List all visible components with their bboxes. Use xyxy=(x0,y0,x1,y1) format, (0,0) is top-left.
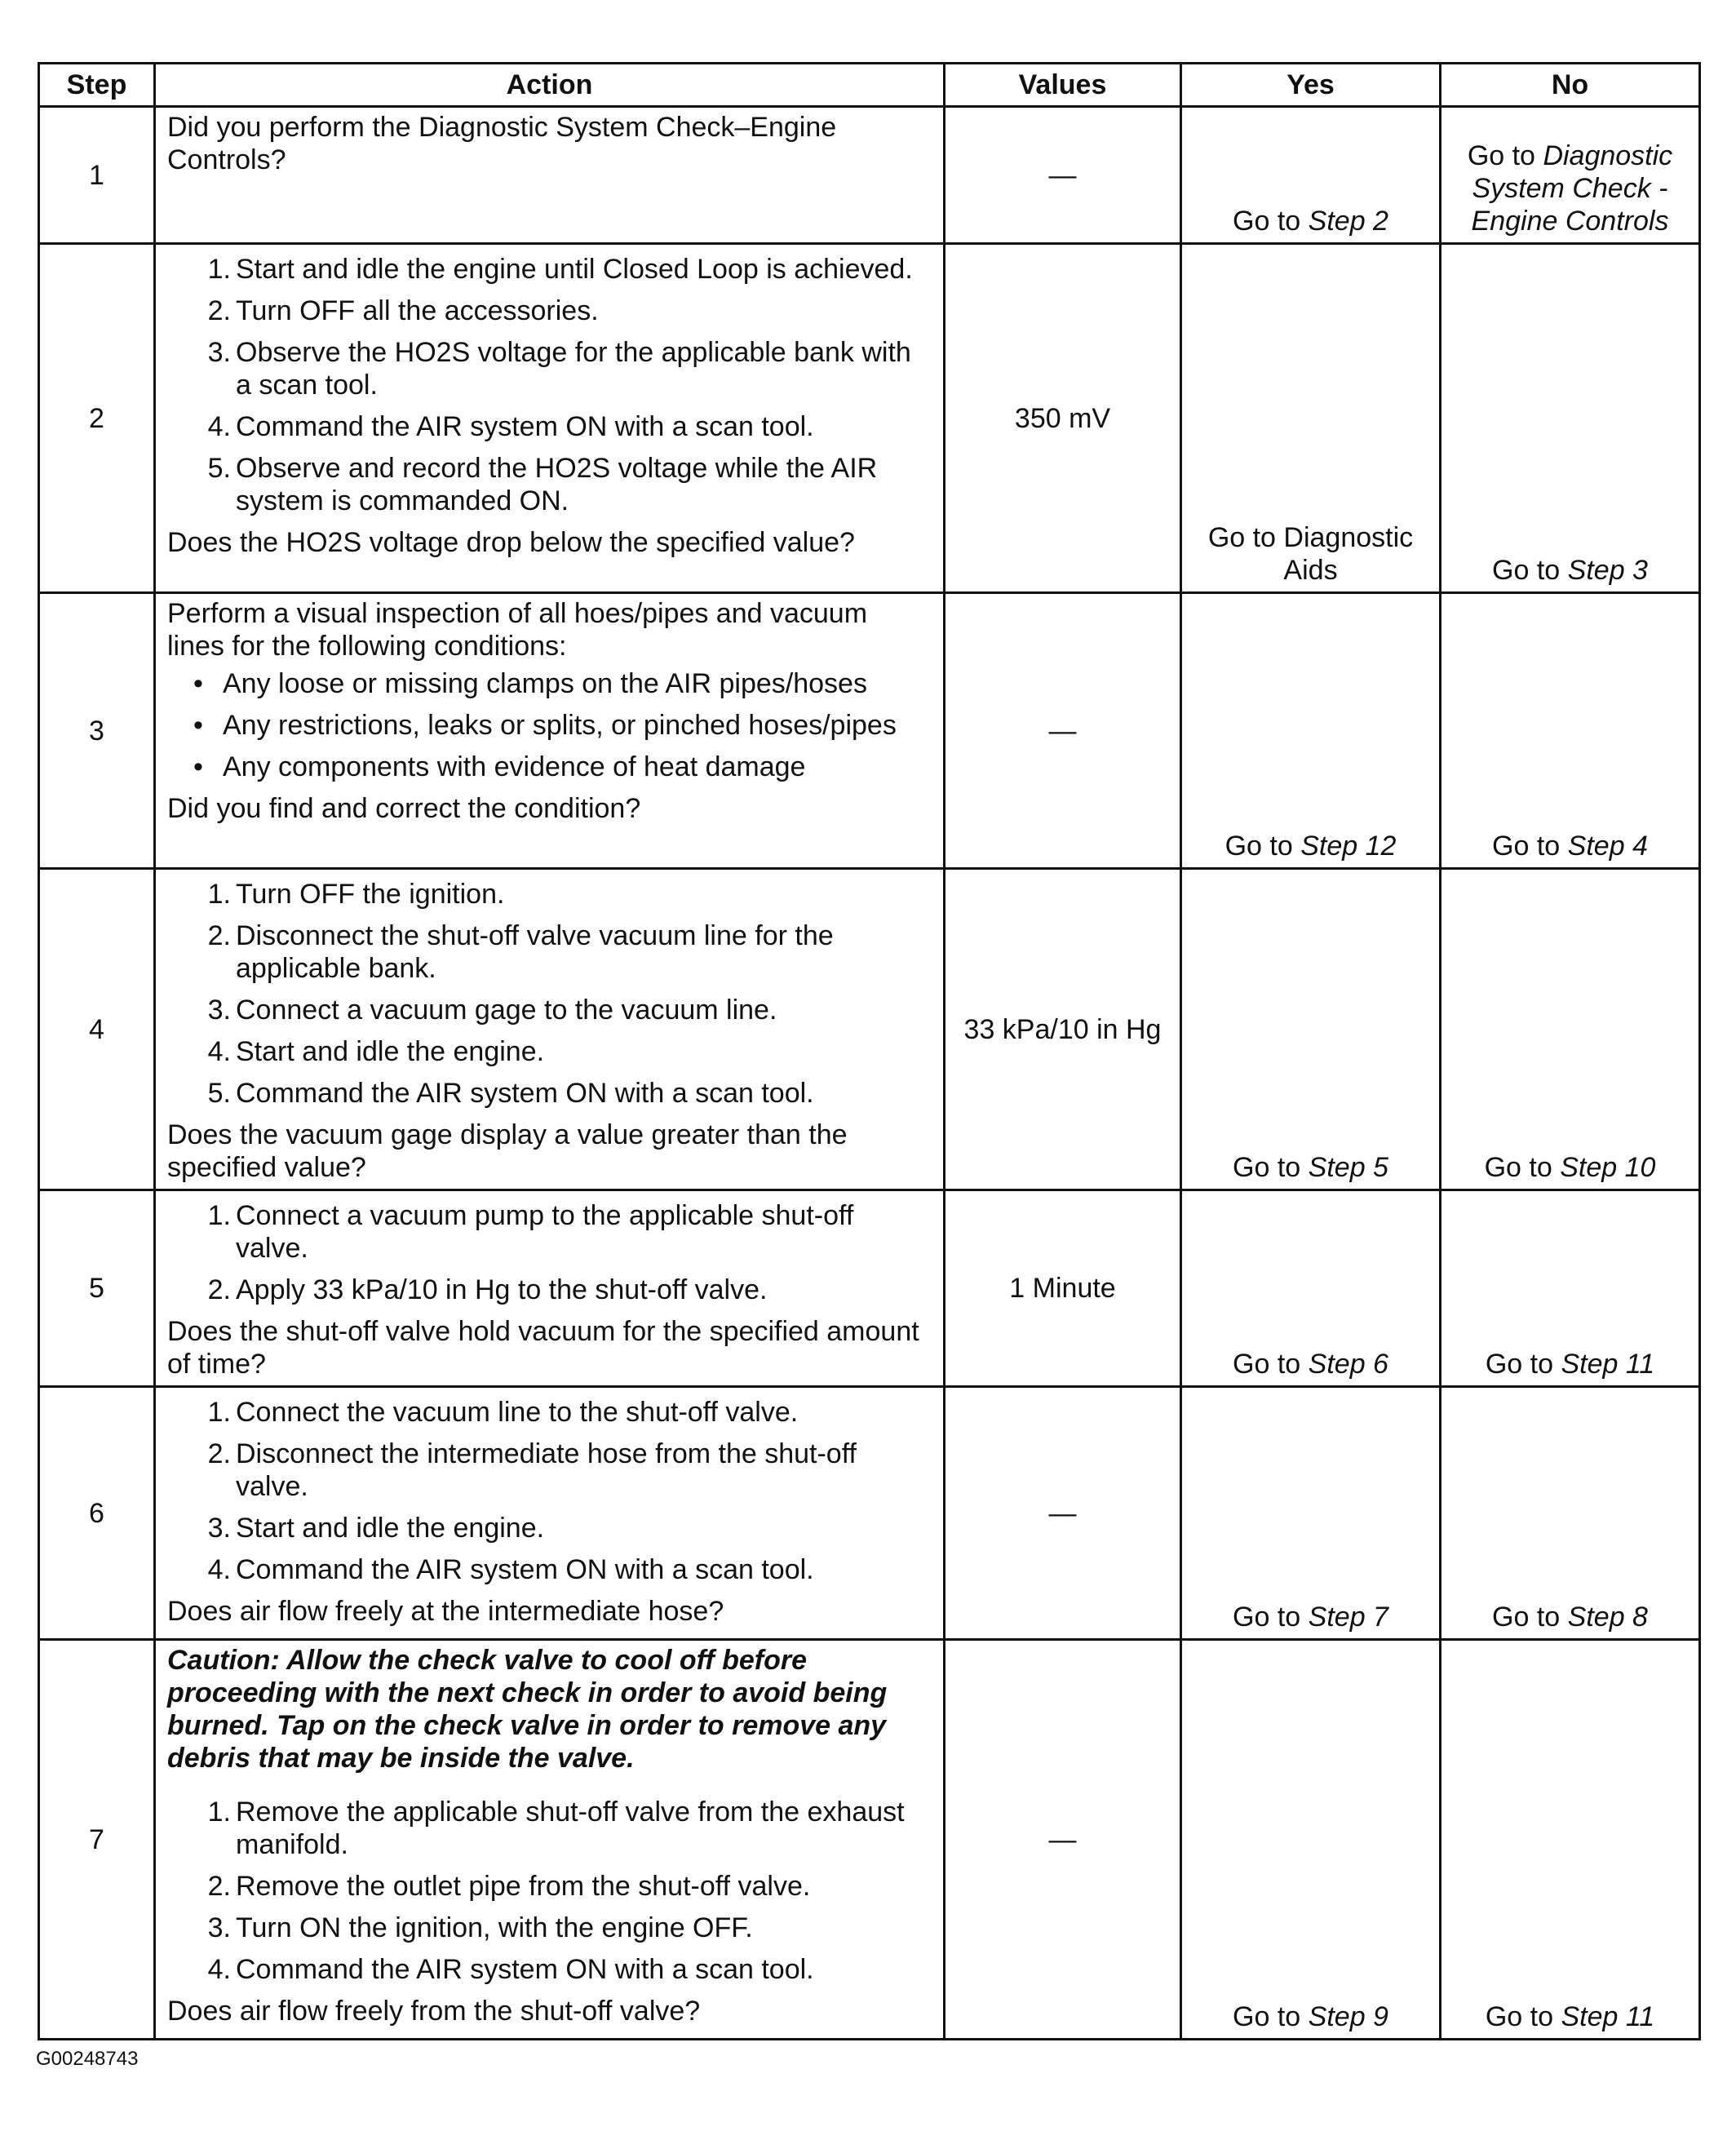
step-number: 3 xyxy=(39,593,155,869)
action-step-text: Remove the applicable shut-off valve from the exhaust manifold. xyxy=(236,1797,905,1860)
action-step-text: Connect a vacuum pump to the applicable shut-off valve. xyxy=(236,1200,854,1264)
table-row xyxy=(39,107,1700,244)
yes-cell xyxy=(1181,1387,1441,1640)
action-step-number: 4 . xyxy=(192,1953,231,1986)
action-step-number: 1 . xyxy=(192,1199,231,1232)
action-step-number: 1 . xyxy=(192,253,231,286)
no-goto-target: Step 8 xyxy=(1567,1602,1648,1633)
yes-goto-text: Go to xyxy=(1224,831,1293,862)
action-step-number: 4 . xyxy=(192,1553,231,1586)
table-row xyxy=(39,1190,1700,1387)
action-intro: Did you perform the Diagnostic System Check–Engine Controls? xyxy=(167,112,837,175)
no-goto-target: Step 4 xyxy=(1567,831,1648,862)
header-yes: Yes xyxy=(1181,64,1441,107)
values-cell: — xyxy=(945,1387,1181,1640)
action-step-text: Command the AIR system ON with a scan tool. xyxy=(236,1078,814,1109)
action-step-item xyxy=(167,1077,932,1110)
action-step-number: 2 . xyxy=(192,919,231,952)
action-steps-list xyxy=(167,1396,932,1586)
values-cell: 33 kPa/10 in Hg xyxy=(945,869,1181,1190)
header-step: Step xyxy=(39,64,155,107)
action-question: Does the vacuum gage display a value greater than the specified value? xyxy=(167,1119,848,1183)
values-cell: 350 mV xyxy=(945,244,1181,593)
yes-goto-text: Go to xyxy=(1233,2001,1301,2032)
action-step-text: Start and idle the engine until Closed Loop is achieved. xyxy=(236,254,913,285)
table-row xyxy=(39,593,1700,869)
no-goto-text: Go to xyxy=(1492,555,1561,586)
no-goto-text: Go to xyxy=(1492,831,1561,862)
table-row xyxy=(39,244,1700,593)
action-step-number: 1 . xyxy=(192,1396,231,1429)
values-cell: — xyxy=(945,593,1181,869)
action-steps-list xyxy=(167,1199,932,1306)
yes-goto-text: Go to xyxy=(1233,1349,1301,1380)
action-step-item xyxy=(167,919,932,985)
yes-cell xyxy=(1181,869,1441,1190)
action-question: Does the shut-off valve hold vacuum for the specified amount of time? xyxy=(167,1316,919,1380)
action-step-item xyxy=(167,253,932,286)
condition-text: Any loose or missing clamps on the AIR pipes/hoses xyxy=(223,668,867,699)
action-step-text: Observe and record the HO2S voltage while the AIR system is commanded ON. xyxy=(236,453,878,516)
yes-goto-text: Go to Diagnostic Aids xyxy=(1207,522,1414,586)
no-goto-target: Step 11 xyxy=(1561,2001,1655,2032)
no-cell xyxy=(1441,244,1700,593)
header-values: Values xyxy=(945,64,1181,107)
action-step-item xyxy=(167,1953,932,1986)
action-step-number: 2 . xyxy=(192,1438,231,1470)
action-question: Does the HO2S voltage drop below the specified value? xyxy=(167,527,855,558)
action-step-item xyxy=(167,994,932,1026)
values-cell: — xyxy=(945,107,1181,244)
action-step-text: Disconnect the intermediate hose from the shut-off valve. xyxy=(236,1438,857,1502)
condition-item xyxy=(167,751,932,783)
condition-text: Any restrictions, leaks or splits, or pinched hoses/pipes xyxy=(223,710,897,741)
no-cell xyxy=(1441,1387,1700,1640)
yes-cell xyxy=(1181,1190,1441,1387)
action-step-item xyxy=(167,1274,932,1306)
action-step-item xyxy=(167,1870,932,1903)
figure-code: G00248743 xyxy=(36,2048,139,2070)
action-cell xyxy=(155,593,945,869)
action-step-text: Connect the vacuum line to the shut-off valve. xyxy=(236,1397,799,1428)
action-steps-list xyxy=(167,1796,932,1986)
no-cell xyxy=(1441,1190,1700,1387)
no-goto-text: Go to xyxy=(1485,1349,1554,1380)
yes-cell xyxy=(1181,1640,1441,2040)
no-goto-target: Step 11 xyxy=(1561,1349,1655,1380)
action-step-number: 4 . xyxy=(192,410,231,443)
no-goto-text: Go to xyxy=(1485,2001,1554,2032)
action-step-item xyxy=(167,1912,932,1944)
header-no: No xyxy=(1441,64,1700,107)
action-cell xyxy=(155,244,945,593)
header-action: Action xyxy=(155,64,945,107)
action-step-text: Start and idle the engine. xyxy=(236,1036,545,1067)
no-goto-text: Go to xyxy=(1492,1602,1561,1633)
action-step-number: 3 . xyxy=(192,1912,231,1944)
table-row xyxy=(39,1640,1700,2040)
yes-goto-target: Step 9 xyxy=(1308,2001,1388,2032)
no-cell xyxy=(1441,1640,1700,2040)
action-step-number: 3 . xyxy=(192,336,231,369)
action-step-number: 2 . xyxy=(192,1274,231,1306)
action-step-text: Command the AIR system ON with a scan tool. xyxy=(236,411,814,442)
action-step-number: 3 . xyxy=(192,994,231,1026)
action-step-item xyxy=(167,878,932,910)
table-row xyxy=(39,869,1700,1190)
bullet-icon: • xyxy=(193,710,203,741)
condition-item xyxy=(167,667,932,700)
action-step-item xyxy=(167,1512,932,1544)
action-cell xyxy=(155,1190,945,1387)
yes-goto-target: Step 5 xyxy=(1308,1152,1388,1183)
action-step-item xyxy=(167,1796,932,1861)
action-cell xyxy=(155,107,945,244)
table-body xyxy=(39,107,1700,2040)
action-step-text: Turn ON the ignition, with the engine OFF. xyxy=(236,1912,753,1943)
no-goto-target: Diagnostic System Check - Engine Controls xyxy=(1471,140,1673,237)
action-step-item xyxy=(167,1438,932,1503)
step-number: 4 xyxy=(39,869,155,1190)
diagnostic-table xyxy=(38,62,1701,2040)
yes-cell xyxy=(1181,244,1441,593)
action-question: Does air flow freely at the intermediate hose? xyxy=(167,1596,724,1627)
action-step-text: Observe the HO2S voltage for the applicable bank with a scan tool. xyxy=(236,337,911,401)
action-step-item xyxy=(167,1553,932,1586)
caution-note: Caution: Allow the check valve to cool off before proceeding with the next check in order to avoid being burned. Tap on the check valve in order to remove any debris that may be inside the valve. xyxy=(167,1645,888,1774)
action-step-text: Command the AIR system ON with a scan tool. xyxy=(236,1954,814,1985)
action-step-item xyxy=(167,1035,932,1068)
yes-goto-target: Step 12 xyxy=(1300,831,1397,862)
action-step-item xyxy=(167,410,932,443)
action-step-text: Connect a vacuum gage to the vacuum line. xyxy=(236,995,777,1026)
action-question: Did you find and correct the condition? xyxy=(167,793,641,824)
action-step-number: 5 . xyxy=(192,1077,231,1110)
action-step-item xyxy=(167,1396,932,1429)
action-step-number: 1 . xyxy=(192,878,231,910)
no-goto-text: Go to xyxy=(1484,1152,1552,1183)
values-cell: — xyxy=(945,1640,1181,2040)
condition-list xyxy=(167,667,932,783)
action-question: Does air flow freely from the shut-off valve? xyxy=(167,1996,701,2027)
yes-cell xyxy=(1181,593,1441,869)
action-step-number: 2 . xyxy=(192,295,231,327)
action-step-item xyxy=(167,295,932,327)
no-cell xyxy=(1441,593,1700,869)
yes-goto-target: Step 7 xyxy=(1308,1602,1388,1633)
condition-text: Any components with evidence of heat damage xyxy=(223,751,806,782)
action-step-item xyxy=(167,336,932,401)
yes-goto-target: Step 2 xyxy=(1308,206,1388,237)
action-step-text: Remove the outlet pipe from the shut-off valve. xyxy=(236,1871,811,1902)
action-step-text: Start and idle the engine. xyxy=(236,1513,545,1544)
no-goto-text: Go to xyxy=(1467,140,1535,171)
action-step-number: 5 . xyxy=(192,452,231,485)
action-cell xyxy=(155,869,945,1190)
no-cell xyxy=(1441,107,1700,244)
no-goto-target: Step 10 xyxy=(1560,1152,1656,1183)
action-steps-list xyxy=(167,878,932,1110)
no-cell xyxy=(1441,869,1700,1190)
step-number: 7 xyxy=(39,1640,155,2040)
action-step-number: 2 . xyxy=(192,1870,231,1903)
table-header-row xyxy=(39,64,1700,107)
action-step-text: Turn OFF the ignition. xyxy=(236,879,505,910)
bullet-icon: • xyxy=(193,751,203,782)
action-step-item xyxy=(167,1199,932,1265)
action-step-text: Disconnect the shut-off valve vacuum line for the applicable bank. xyxy=(236,920,834,984)
values-cell: 1 Minute xyxy=(945,1190,1181,1387)
yes-goto-text: Go to xyxy=(1233,1152,1301,1183)
action-step-text: Turn OFF all the accessories. xyxy=(236,295,599,326)
action-step-text: Apply 33 kPa/10 in Hg to the shut-off valve. xyxy=(236,1274,768,1305)
action-step-number: 1 . xyxy=(192,1796,231,1828)
action-cell xyxy=(155,1640,945,2040)
yes-cell xyxy=(1181,107,1441,244)
action-steps-list xyxy=(167,253,932,517)
action-step-number: 4 . xyxy=(192,1035,231,1068)
yes-goto-target: Step 6 xyxy=(1308,1349,1388,1380)
step-number: 1 xyxy=(39,107,155,244)
table-row xyxy=(39,1387,1700,1640)
action-cell xyxy=(155,1387,945,1640)
bullet-icon: • xyxy=(193,668,203,699)
action-step-item xyxy=(167,452,932,517)
step-number: 5 xyxy=(39,1190,155,1387)
action-step-number: 3 . xyxy=(192,1512,231,1544)
step-number: 6 xyxy=(39,1387,155,1640)
action-step-text: Command the AIR system ON with a scan tool. xyxy=(236,1554,814,1585)
condition-item xyxy=(167,709,932,742)
yes-goto-text: Go to xyxy=(1233,206,1301,237)
no-goto-target: Step 3 xyxy=(1567,555,1648,586)
yes-goto-text: Go to xyxy=(1233,1602,1301,1633)
action-intro: Perform a visual inspection of all hoes/pipes and vacuum lines for the following conditions: xyxy=(167,598,868,662)
step-number: 2 xyxy=(39,244,155,593)
